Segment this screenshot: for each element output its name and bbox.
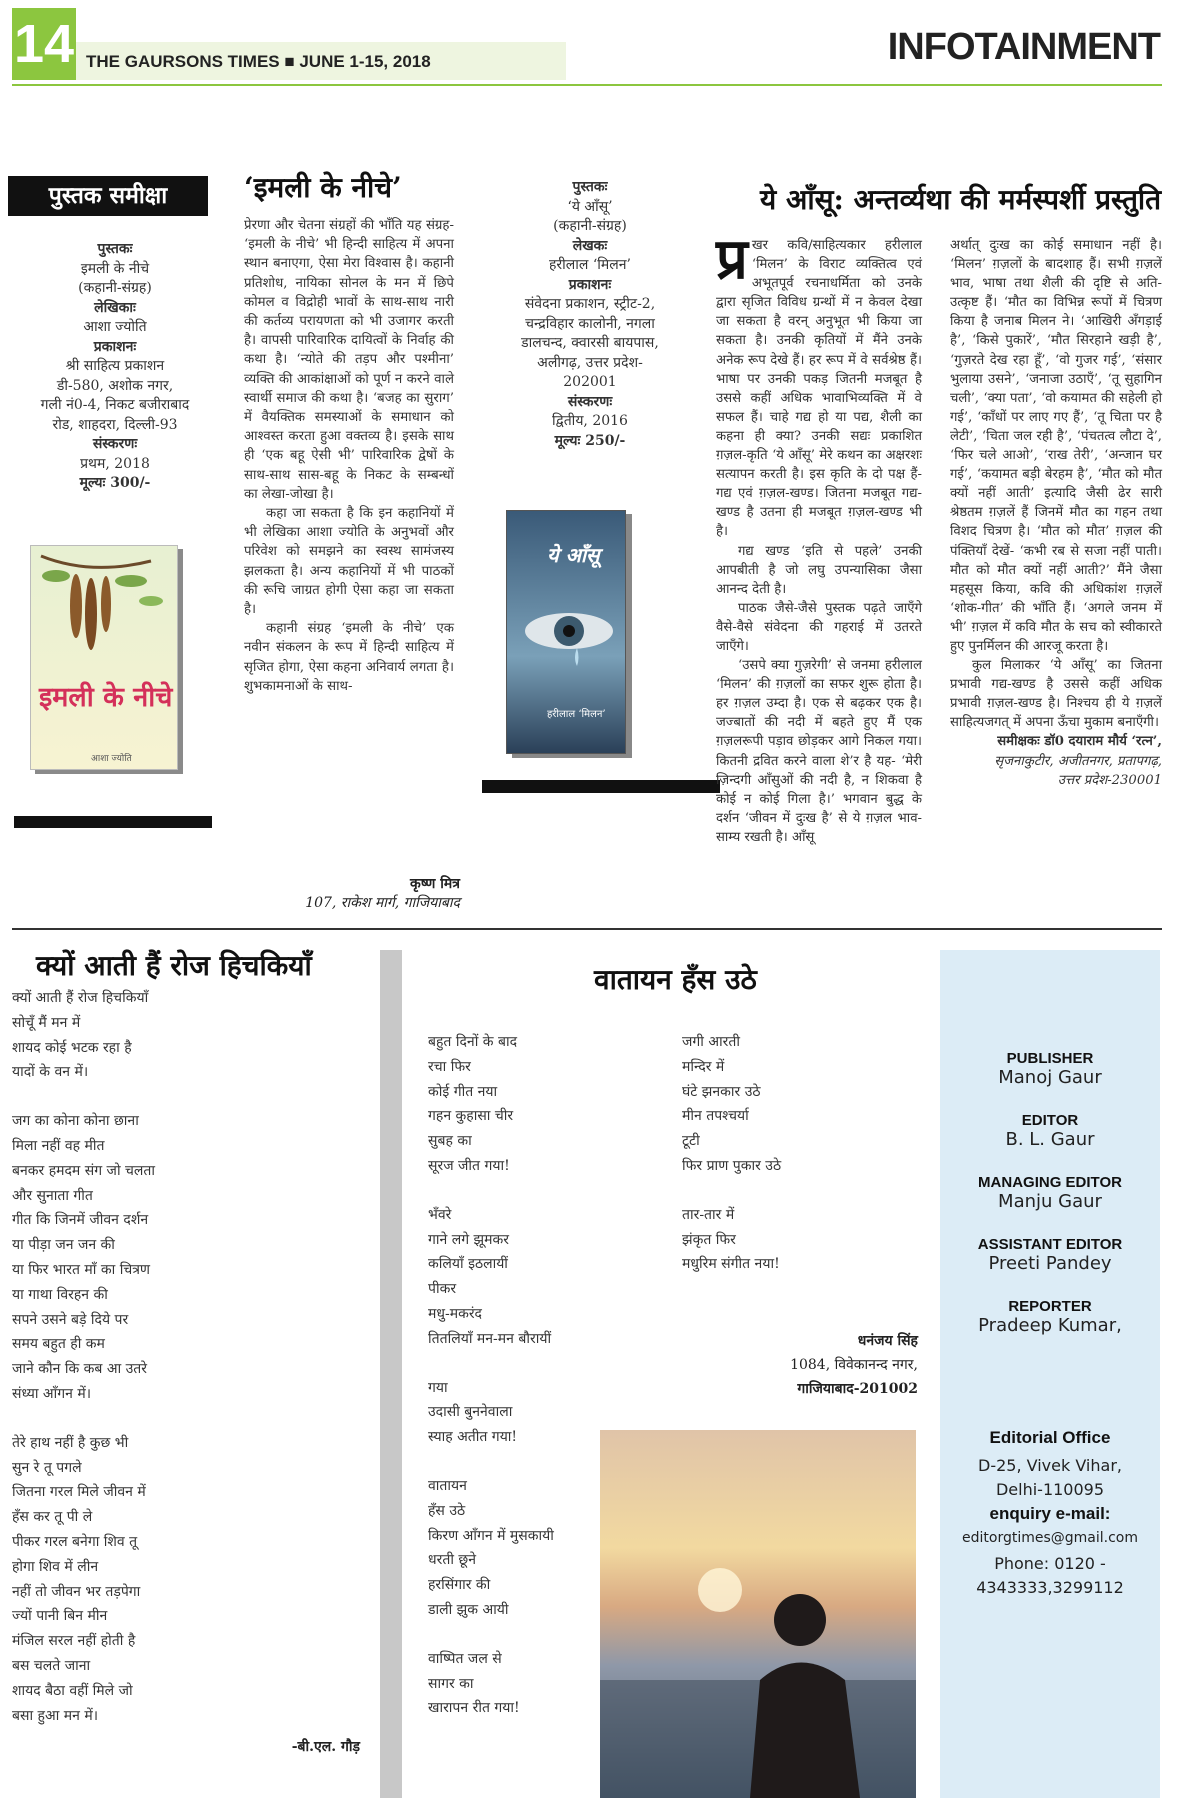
poem-line: तार-तार में bbox=[682, 1206, 735, 1223]
stanza bbox=[12, 1109, 352, 1407]
book2-cover-author: हरीलाल ‘मिलन’ bbox=[547, 709, 606, 720]
book1-cover-title: इमली के नीचे bbox=[39, 682, 173, 713]
poem-line: पीकर गरल बनेगा शिव तू bbox=[12, 1533, 138, 1550]
poem2-author: धनंजय सिंह bbox=[857, 1333, 918, 1349]
poem-line: तितलियाँ मन-मन बौरायीं bbox=[428, 1330, 552, 1347]
poem-line: मिला नहीं वह मीत bbox=[12, 1137, 105, 1154]
book2-heading: ये आँसू: अन्तर्व्यथा की मर्मस्पर्शी प्रस्तुति bbox=[760, 183, 1162, 216]
credit-role: EDITOR bbox=[1021, 1112, 1079, 1129]
book1-detail-line: आशा ज्योति bbox=[83, 319, 147, 335]
poem-line: सूरज जीत गया! bbox=[428, 1157, 510, 1174]
credit-role: PUBLISHER bbox=[1006, 1050, 1094, 1067]
book1-body bbox=[244, 216, 454, 696]
stanza bbox=[682, 1030, 912, 1179]
poem-line: बसा हुआ मन में। bbox=[12, 1707, 98, 1724]
book2-detail-line: (कहानी-संग्रह) bbox=[553, 218, 627, 234]
stanza bbox=[12, 1431, 352, 1729]
poem-line: जाने कौन कि कब आ उतरे bbox=[12, 1361, 147, 1378]
book2-column1 bbox=[716, 226, 922, 847]
book2-detail-line: लेखकः bbox=[572, 237, 608, 254]
book1-detail-line: प्रकाशनः bbox=[93, 338, 137, 355]
stanza bbox=[682, 1203, 912, 1277]
poem-line: कोई गीत नया bbox=[428, 1083, 498, 1100]
book2-detail-line: संस्करणः bbox=[567, 393, 613, 410]
poem-line: मीन तपश्चर्या bbox=[682, 1108, 749, 1125]
poem-line: या पीड़ा जन जन की bbox=[12, 1237, 115, 1254]
book2-detail-line: ‘ये आँसू’ bbox=[567, 198, 613, 215]
book2-reviewer: समीक्षकः डॉ0 दयाराम मौर्य ‘रत्न’, bbox=[997, 734, 1162, 750]
poem-line: मंजिल सरल नहीं होती है bbox=[12, 1633, 136, 1650]
poem1-body bbox=[12, 986, 352, 1752]
book2-cover-title: ये आँसू bbox=[547, 543, 600, 567]
poem-line: सुबह का bbox=[428, 1133, 472, 1150]
poem-line: सागर का bbox=[428, 1675, 474, 1692]
poem-line: सुन रे तू पगले bbox=[12, 1459, 82, 1476]
office-address: Delhi-110095 bbox=[995, 1480, 1105, 1499]
poem-line: सपने उसने बड़े दिये पर bbox=[12, 1311, 129, 1328]
book1-detail-line: गली नं0-4, निकट बजीराबाद bbox=[40, 397, 190, 413]
poem-line: क्यों आती हैं रोज हिचकियाँ bbox=[12, 990, 149, 1006]
phone: 4343333,3299112 bbox=[976, 1578, 1124, 1597]
book1-para: कहा जा सकता है कि इन कहानियों में भी लेखिका आशा ज्योति के अनुभवों और परिवेश को समझने का स्वस्थ सामंजस्य झलकता है। अन्य कहानियों में भी पाठकों की रूचि जाग्रत होगी ऐसा कहा जा सकता है। bbox=[244, 506, 454, 618]
poem-line: बनकर हमदम संग जो चलता bbox=[12, 1162, 156, 1179]
poem-line: गीत कि जिनमें जीवन दर्शन bbox=[12, 1212, 149, 1229]
poem-line: कलियाँ इठलायीं bbox=[428, 1256, 508, 1273]
poem-line: उदासी बुननेवाला bbox=[428, 1404, 513, 1421]
book1-detail-line: संस्करणः bbox=[92, 436, 138, 452]
poem-line: वाष्पित जल से bbox=[428, 1650, 502, 1667]
poem-line: झंकृत फिर bbox=[682, 1231, 736, 1248]
book2-detail-line: हरीलाल ‘मिलन’ bbox=[548, 257, 631, 273]
tamarind-illustration bbox=[31, 546, 177, 676]
sunset-photo bbox=[600, 1430, 916, 1798]
book1-para: प्रेरणा और चेतना संग्रहों की भाँति यह संग्रह- ‘इमली के नीचे’ भी हिन्दी साहित्य में अपना स्थान बनाएगा, ऐसा मेरा विश्वास है। कहानी प्रतिशोध, नायिका सोनल के मन में छिपे कोमल व विद्रोही भावों के साथ-साथ नारी की कर्तव्य परायणता को भी उजागर करती है। वापसी पारिवारिक दायित्वों के निर्वाह की कथा है। ‘न्योते की तड़प और पश्मीना’ व्यक्ति की आकांक्षाओं को पूर्ण न करने वाले स्वार्थी समाज की कथा है। ‘बजह का सुराग’ में वैयक्तिक समस्याओं के समाधान को आश्वस्त करता हुआ वक्तव्य है। इसके साथ ही ‘एक बहू ऐसी भी’ पारिवारिक द्वेषों के साथ-साथ सास-बहू के निकट के सम्बन्धों का लेखा-जोखा है। bbox=[244, 218, 454, 502]
poem-line: या फिर भारत माँ का चित्रण bbox=[12, 1261, 151, 1278]
poem-line: होगा शिव में लीन bbox=[12, 1558, 99, 1575]
book2-para: पाठक जैसे-जैसे पुस्तक पढ़ते जाएँगे वैसे-वैसे संवेदना की गहराई में उतरते जाएँगे। bbox=[716, 600, 922, 654]
poem-line: या गाथा विरहन की bbox=[12, 1286, 108, 1303]
credit-entry bbox=[940, 1174, 1160, 1212]
credit-role: MANAGING EDITOR bbox=[978, 1174, 1122, 1191]
poem-line: बस चलते जाना bbox=[12, 1657, 91, 1674]
poem-line: भँवरे bbox=[428, 1206, 452, 1223]
credit-entry bbox=[940, 1236, 1160, 1274]
header-rule bbox=[12, 84, 1162, 86]
poem-line: हँस कर तू पी ले bbox=[12, 1509, 93, 1526]
book1-detail-line: रोड, शाहदरा, दिल्ली-93 bbox=[52, 416, 178, 433]
book1-detail-line: (कहानी-संग्रह) bbox=[78, 280, 152, 296]
poem-line: संध्या आँगन में। bbox=[12, 1385, 92, 1402]
office-heading: Editorial Office bbox=[989, 1428, 1111, 1447]
poem-line: यादों के वन में। bbox=[12, 1064, 89, 1081]
book2-para: कुल मिलाकर ‘ये आँसू’ का जितना प्रभावी गद्य-खण्ड है उससे कहीं अधिक प्रभावी ग़ज़ल-खण्ड है। निश्चय ही ये ग़ज़लें साहित्यजगत् में अपना ऊँचा मुकाम बनाएँगी। bbox=[950, 658, 1162, 731]
book2-detail-line: चन्द्रविहार कालोनी, नगला bbox=[525, 315, 655, 332]
book1-cover-author: आशा ज्योति bbox=[91, 754, 132, 764]
poem-line: मधुरिम संगीत नया! bbox=[682, 1256, 780, 1273]
credit-role: REPORTER bbox=[1008, 1298, 1092, 1315]
book1-reviewer: कृष्ण मित्र bbox=[410, 876, 460, 892]
poem-line: हँस उठे bbox=[428, 1502, 466, 1519]
poem-line: गाने लगे झूमकर bbox=[428, 1231, 509, 1248]
book1-detail-line: प्रथम, 2018 bbox=[80, 455, 150, 472]
poem-line: स्याह अतीत गया! bbox=[428, 1429, 518, 1446]
silhouette-illustration bbox=[600, 1430, 916, 1798]
credit-entry bbox=[940, 1112, 1160, 1150]
book1-cover bbox=[30, 545, 178, 770]
book1-details bbox=[20, 240, 210, 494]
book2-detail-line: पुस्तकः bbox=[572, 179, 608, 195]
credit-entry bbox=[940, 1050, 1160, 1088]
book2-detail-line: 202001 bbox=[563, 374, 617, 390]
poem-line: तेरे हाथ नहीं है कुछ भी bbox=[12, 1434, 129, 1451]
poem-line: सोचूँ मैं मन में bbox=[12, 1014, 81, 1031]
book1-detail-line: डी-580, अशोक नगर, bbox=[56, 377, 174, 394]
book2-detail-line: मूल्यः 250/- bbox=[554, 432, 626, 449]
poem2-address: गाजियाबाद-201002 bbox=[797, 1381, 918, 1397]
poem-line: समय बहुत ही कम bbox=[12, 1336, 105, 1353]
poem-line: नहीं तो जीवन भर तड़पेगा bbox=[12, 1583, 141, 1600]
stanza bbox=[428, 1203, 658, 1352]
credit-name: Manoj Gaur bbox=[998, 1067, 1102, 1088]
book2-bar bbox=[482, 780, 720, 793]
book1-para: कहानी संग्रह ‘इमली के नीचे’ एक नवीन संकलन के रूप में हिन्दी साहित्य में सृजित होगा, ऐसा कहना अनिवार्य लगता है। शुभकामनाओं के साथ- bbox=[244, 621, 454, 694]
credit-entry bbox=[940, 1298, 1160, 1336]
poem-line: टूटी bbox=[682, 1133, 700, 1150]
book2-reviewer-address: सृजनाकुटीर, अजीतनगर, प्रतापगढ़, bbox=[994, 753, 1162, 769]
eye-illustration bbox=[507, 596, 625, 676]
book1-detail-line: लेखिकाः bbox=[94, 299, 136, 316]
poem1-author: -बी.एल. गौड़ bbox=[291, 1739, 360, 1755]
dropcap: प्र bbox=[716, 226, 748, 292]
book2-para: अर्थात् दुःख का कोई समाधान नहीं है। ‘मिलन’ ग़ज़लों के बादशाह हैं। सभी ग़ज़लें भाव, भाषा तथा शैली की दृष्टि से अति-उत्कृष्ट हैं। ‘मौत का विभिन्न रूपों में चित्रण किया है जनाब मिलन ने। ‘आखिरी अँगड़ाई है’, ‘किसे पुकारें’, ‘मौत सिरहाने खड़ी है’, ‘गुज़रते देख रहा हूँ’, ‘वो गुजर गई’, ‘संसार भुलाया उसने’, ‘जनाजा उठाएँ’, ‘तू सुहागिन चली’, ‘क्या पता’, ‘वो कयामत की सहेली हो गई’, ‘काँधों पर लाए गए हैं’, ‘तू चिता पर है लेटी’, ‘चिता जल रही है’, ‘पंचतत्व लौटा दे’, ‘फिर चले आओ’, ‘राख तेरी’, ‘अन्जान घर गई’, ‘कयामत बड़ी बेरहम है’, ‘मौत को मौत क्यों नहीं आती’ इत्यादि जैसी ढेर सारी श्रेष्ठतम ग़ज़लें हैं जिनमें मौत का गहन तथा विशद चित्रण है। ‘मौत को मौत’ ग़ज़ल की पंक्तियाँ देखें- ‘कभी रब से सजा नहीं पाती। मौत को मौत क्यों नहीं आती?’ मैंने जैसा महसूस किया, कवि की अधिकांश ग़ज़लें ‘शोक-गीत’ की भाँति हैं। ‘अगले जनम में भी’ ग़ज़ल में कवि मौत के सच को स्वीकारते हुए पुनर्मिलन की आरजू करता है। bbox=[950, 238, 1162, 654]
poem-line: जगी आरती bbox=[682, 1034, 740, 1050]
book1-heading: ‘इमली के नीचे’ bbox=[244, 171, 402, 204]
book1-reviewer-address: 107, राकेश मार्ग, गाजियाबाद bbox=[305, 895, 460, 911]
poem-line: ज्यों पानी बिन मीन bbox=[12, 1608, 108, 1625]
poem2-title: वातायन हँस उठे bbox=[594, 963, 757, 996]
poem-line: बहुत दिनों के बाद bbox=[428, 1034, 518, 1050]
book2-detail-line: अलीगढ़, उत्तर प्रदेश- bbox=[537, 354, 643, 371]
phone: Phone: 0120 - bbox=[994, 1554, 1106, 1573]
email-address[interactable]: editorgtimes@gmail.com bbox=[962, 1530, 1138, 1546]
credit-name: Pradeep Kumar, bbox=[978, 1315, 1122, 1336]
book1-bar bbox=[14, 816, 212, 828]
credit-name: Manju Gaur bbox=[998, 1191, 1102, 1212]
credits-panel bbox=[940, 950, 1160, 1798]
poem-line: वातायन bbox=[428, 1477, 467, 1494]
credit-role: ASSISTANT EDITOR bbox=[977, 1236, 1123, 1253]
poem-line: धरती छूने bbox=[428, 1552, 476, 1569]
stanza bbox=[428, 1030, 658, 1179]
stanza bbox=[12, 986, 352, 1085]
page-number: 14 bbox=[12, 8, 76, 80]
poem-line: डाली झुक आयी bbox=[428, 1601, 509, 1618]
poem-line: शायद कोई भटक रहा है bbox=[12, 1039, 132, 1056]
credit-name: Preeti Pandey bbox=[988, 1253, 1112, 1274]
poem-line: जितना गरल मिले जीवन में bbox=[12, 1484, 146, 1501]
poem-line: खारापन रीत गया! bbox=[428, 1700, 520, 1717]
poem1-title: क्यों आती हैं रोज हिचकियाँ bbox=[36, 949, 312, 982]
email-label: enquiry e-mail: bbox=[989, 1504, 1111, 1523]
section-divider bbox=[12, 928, 1162, 930]
book1-detail-line: इमली के नीचे bbox=[80, 260, 150, 277]
poem2-right-column bbox=[682, 1030, 912, 1301]
poem-line: गहन कुहासा चीर bbox=[428, 1108, 514, 1125]
poem-line: मन्दिर में bbox=[682, 1058, 725, 1075]
poem-line: पीकर bbox=[428, 1281, 457, 1298]
book1-detail-line: मूल्यः 300/- bbox=[79, 475, 151, 491]
book2-reviewer-address: उत्तर प्रदेश-230001 bbox=[1057, 772, 1162, 788]
book2-details bbox=[480, 178, 700, 451]
column-divider bbox=[380, 950, 402, 1798]
poem-line: मधु-मकरंद bbox=[428, 1305, 482, 1322]
poem2-address: 1084, विवेकानन्द नगर, bbox=[790, 1357, 918, 1373]
poem-line: हरसिंगार की bbox=[428, 1577, 491, 1594]
book2-para: खर कवि/साहित्यकार हरीलाल ‘मिलन’ के विराट व्यक्तित्व एवं अभूतपूर्व रचनाधर्मिता को उनके द्वारा सृजित विविध ग्रन्थों में न केवल देखा जा सकता है वरन् अनुभूत भी किया जा सकता है। उनकी कृतियों में मैंने उनके अनेक रूप देखे हैं। हर रूप में वे सर्वश्रेष्ठ हैं। भाषा पर उनकी पकड़ जितनी मजबूत है उससे कहीं अधिक भावाभिव्यक्ति में वे सफल हैं। चाहे गद्य हो या पद्य, शैली का कहना ही क्या? उनकी सद्यः प्रकाशित ग़ज़ल-कृति ‘ये आँसू’ मेरे कथन का अक्षरशः सत्यापन करती है। इस कृति के दो पक्ष हैं- गद्य एवं ग़ज़ल-खण्ड। जितना मजबूत गद्य-खण्ड है उतना ही मजबूत ग़ज़ल-खण्ड भी है। bbox=[716, 238, 922, 540]
section-title: INFOTAINMENT bbox=[887, 26, 1160, 68]
book2-detail-line: डालचन्द, क्वारसी बायपास, bbox=[521, 335, 659, 351]
poem-line: घंटे झनकार उठे bbox=[682, 1083, 761, 1100]
credits-list bbox=[940, 1050, 1160, 1360]
book1-detail-line: श्री साहित्य प्रकाशन bbox=[65, 358, 165, 374]
poem-line: शायद बैठा वहीं मिले जो bbox=[12, 1682, 133, 1699]
publication-line: THE GAURSONS TIMES ■ JUNE 1-15, 2018 bbox=[86, 52, 431, 71]
poem-line: गया bbox=[428, 1379, 448, 1396]
book2-column2 bbox=[950, 236, 1162, 790]
credit-name: B. L. Gaur bbox=[1005, 1129, 1095, 1150]
poem-line: फिर प्राण पुकार उठे bbox=[682, 1157, 782, 1174]
book2-cover bbox=[506, 510, 626, 754]
book1-detail-line: पुस्तकः bbox=[97, 241, 133, 257]
book2-para: गद्य खण्ड ‘इति से पहले’ उनकी आपबीती है जो लघु उपन्यासिका जैसा आनन्द देती है। bbox=[716, 543, 922, 597]
book2-detail-line: द्वितीय, 2016 bbox=[552, 413, 628, 429]
poem-line: किरण आँगन में मुसकायी bbox=[428, 1527, 554, 1544]
review-label: पुस्तक समीक्षा bbox=[8, 176, 208, 216]
poem-line: रचा फिर bbox=[428, 1058, 471, 1075]
poem-line: और सुनाता गीत bbox=[12, 1187, 93, 1204]
book2-detail-line: प्रकाशनः bbox=[568, 276, 612, 293]
poem-line: जग का कोना कोना छाना bbox=[12, 1113, 139, 1130]
book2-para: ‘उसपे क्या गुज़रेगी’ से जनमा हरीलाल ‘मिलन’ की ग़ज़लों का सफर शुरू होता है। हर ग़ज़ल उम्दा है। एक से बढ़कर एक है। जज्बातों की नदी में बहते हुए मैं एक ग़ज़लरूपी पड़ाव छोड़कर आगे निकल गया। कितनी द्रवित करने वाला शे’र है यह- ‘मेरी ज़िन्दगी आँसुओं की नदी है, न शिकवा है कोई न कोई गिला है।’ भगवान बुद्ध के दर्शन ‘जीवन में दुःख है’ से ये ग़ज़ल भाव-साम्य रखती है। आँसू bbox=[716, 658, 922, 845]
book2-detail-line: संवेदना प्रकाशन, स्ट्रीट-2, bbox=[524, 296, 656, 312]
office-address: D-25, Vivek Vihar, bbox=[978, 1456, 1122, 1475]
